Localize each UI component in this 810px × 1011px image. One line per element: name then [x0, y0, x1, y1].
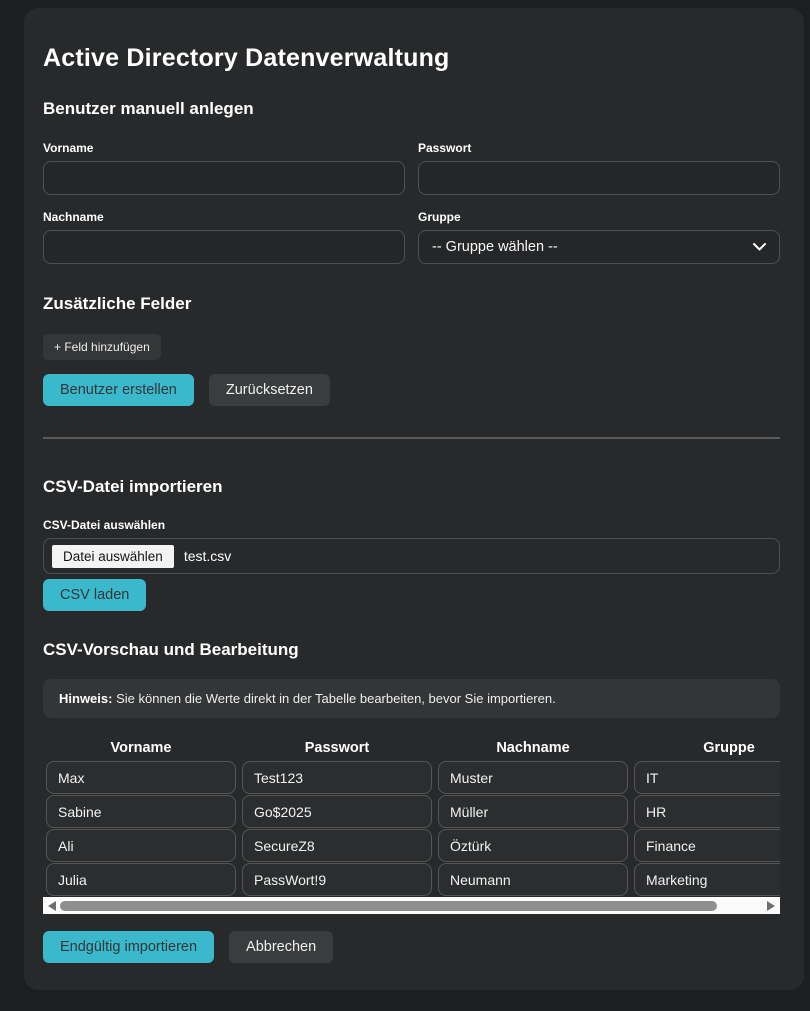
scroll-left-icon[interactable] — [48, 901, 56, 911]
csv-preview-actions — [43, 931, 780, 963]
csv-cell-input[interactable] — [46, 863, 236, 896]
gruppe-field — [418, 210, 780, 264]
csv-cell-input[interactable] — [438, 795, 628, 828]
main-card — [24, 8, 804, 990]
file-choose-button[interactable]: Datei auswählen — [52, 545, 174, 568]
csv-cell-input[interactable] — [242, 829, 432, 862]
passwort-field — [418, 141, 780, 195]
hint-text: Sie können die Werte direkt in der Tabelle bearbeiten, bevor Sie importieren. — [116, 691, 556, 706]
csv-table-cell — [43, 795, 239, 828]
chevron-down-icon — [753, 243, 766, 251]
csv-cell-input[interactable] — [634, 795, 780, 828]
csv-load-button[interactable]: CSV laden — [43, 579, 146, 611]
csv-cell-input[interactable] — [438, 829, 628, 862]
vorname-input[interactable] — [43, 161, 405, 195]
gruppe-label: Gruppe — [418, 210, 461, 224]
horizontal-scrollbar[interactable] — [43, 897, 780, 914]
vorname-label: Vorname — [43, 141, 94, 155]
csv-file-input[interactable] — [43, 538, 780, 574]
csv-table-cell — [239, 795, 435, 828]
csv-table-cell — [631, 863, 780, 896]
csv-cell-input[interactable] — [46, 795, 236, 828]
csv-cell-input[interactable] — [242, 795, 432, 828]
manual-user-form — [43, 141, 780, 264]
extra-fields-heading: Zusätzliche Felder — [43, 294, 192, 313]
csv-table-body — [43, 761, 780, 896]
csv-table-cell — [631, 761, 780, 794]
csv-table-cell — [239, 761, 435, 794]
nachname-input[interactable] — [43, 230, 405, 264]
csv-table-cell — [435, 795, 631, 828]
manual-section-heading: Benutzer manuell anlegen — [43, 99, 254, 118]
csv-table-cell — [631, 795, 780, 828]
nachname-field — [43, 210, 405, 264]
cancel-button[interactable]: Abbrechen — [229, 931, 333, 963]
csv-table-cell — [43, 863, 239, 896]
csv-column-header: Passwort — [304, 740, 370, 756]
hint-box — [43, 679, 780, 718]
csv-column-header: Nachname — [496, 740, 570, 756]
csv-cell-input[interactable] — [46, 761, 236, 794]
csv-table-cell — [239, 863, 435, 896]
csv-table-cell — [239, 829, 435, 862]
passwort-input[interactable] — [418, 161, 780, 195]
csv-table-cell — [435, 863, 631, 896]
manual-form-actions — [43, 374, 780, 406]
import-final-button[interactable]: Endgültig importieren — [43, 931, 214, 963]
nachname-label: Nachname — [43, 210, 104, 224]
csv-cell-input[interactable] — [46, 829, 236, 862]
hint-label: Hinweis: — [59, 691, 113, 706]
create-user-button[interactable]: Benutzer erstellen — [43, 374, 194, 406]
reset-button[interactable]: Zurücksetzen — [209, 374, 330, 406]
file-name-text: test.csv — [183, 548, 232, 564]
gruppe-select[interactable] — [418, 230, 780, 264]
csv-table-cell — [435, 829, 631, 862]
csv-preview-heading: CSV-Vorschau und Bearbeitung — [43, 640, 299, 659]
csv-cell-input[interactable] — [242, 863, 432, 896]
csv-column-header: Gruppe — [703, 740, 755, 756]
csv-table-cell — [43, 829, 239, 862]
page-title: Active Directory Datenverwaltung — [43, 44, 450, 72]
csv-import-heading: CSV-Datei importieren — [43, 477, 223, 496]
csv-cell-input[interactable] — [634, 761, 780, 794]
vorname-field — [43, 141, 405, 195]
scroll-right-icon[interactable] — [767, 901, 775, 911]
scrollbar-thumb[interactable] — [60, 901, 717, 911]
csv-table-cell — [43, 761, 239, 794]
passwort-label: Passwort — [418, 141, 472, 155]
csv-cell-input[interactable] — [242, 761, 432, 794]
csv-table-cell — [435, 761, 631, 794]
gruppe-select-value: -- Gruppe wählen -- — [432, 239, 558, 255]
csv-cell-input[interactable] — [634, 829, 780, 862]
csv-file-label: CSV-Datei auswählen — [43, 518, 166, 532]
csv-cell-input[interactable] — [634, 863, 780, 896]
csv-table-inner — [43, 740, 780, 896]
csv-column-header: Vorname — [110, 740, 172, 756]
csv-cell-input[interactable] — [438, 761, 628, 794]
csv-cell-input[interactable] — [438, 863, 628, 896]
csv-table — [43, 740, 780, 896]
add-field-button[interactable]: + Feld hinzufügen — [43, 334, 161, 360]
csv-table-cell — [631, 829, 780, 862]
csv-table-head — [43, 740, 780, 756]
section-divider — [43, 437, 780, 439]
